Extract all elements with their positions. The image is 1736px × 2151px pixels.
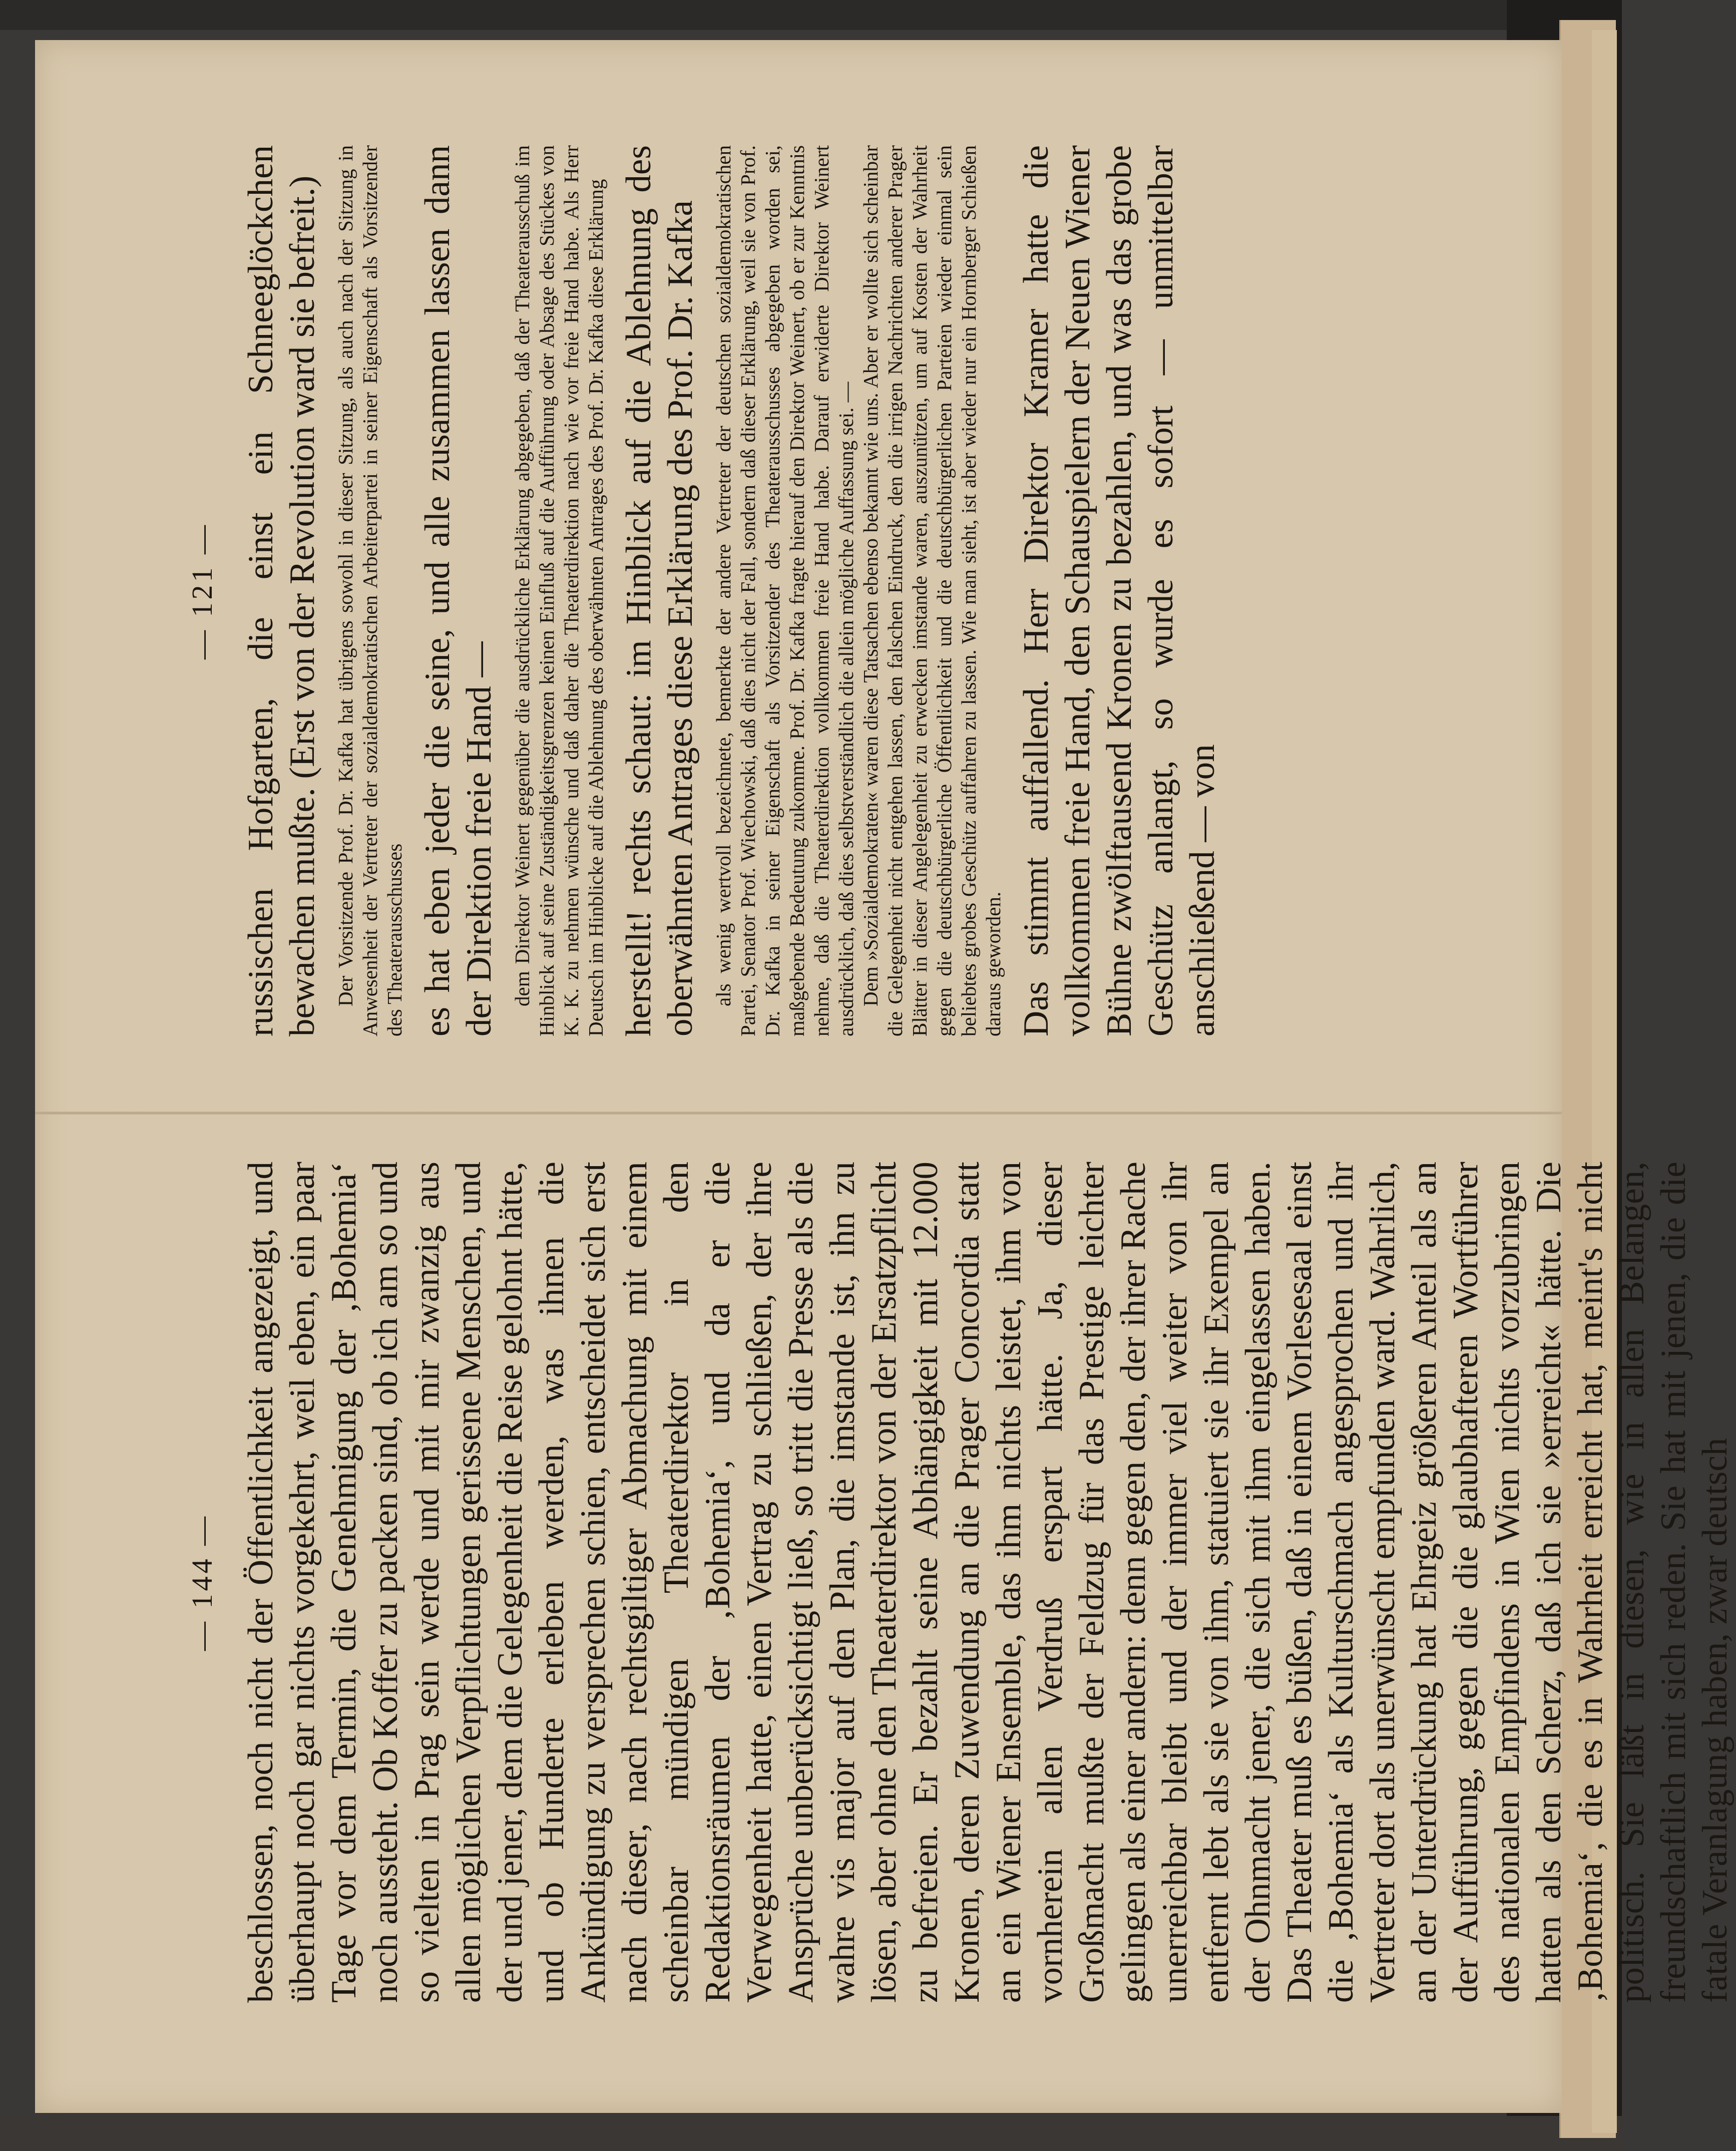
page-121: [35, 75, 1487, 1077]
paper-sheet: [35, 40, 1734, 2113]
scan-background-bottom: [0, 2116, 1622, 2151]
footnote-text: Dem »Sozialdemokraten« waren diese Tatsachen ebenso bekannt wie uns. Aber er wollte sich scheinbar die Gelegenheit nicht entgehen lassen, den falschen Eindruck, den die irrigen Nachrichten anderer Prager Blätter in dieser Angelegenheit zu erwecken imstande waren, auszunützen, um auf Kosten der Wahrheit gegen die deutschbürgerliche Öffentlichkeit und die deutschbürgerlichen Parteien wieder einmal sein beliebtes grobes Geschütz auffahren zu lassen. Wie man sieht, ist aber wieder nur ein Hornberger Schießen daraus geworden.: [859, 145, 1005, 1036]
body-text: beschlossen, noch nicht der Öffentlichkeit angezeigt, und überhaupt noch gar nichts vorgekehrt, weil eben, ein paar Tage vor dem Termin, die Genehmigung der ‚Bohemia‘ noch aussteht. Ob Koffer zu packen sind, ob ich am so und so vielten in Prag sein werde und mit mir zwanzig aus allen möglichen Verpflichtungen gerissene Menschen, und der und jener, dem die Gelegenheit die Reise gelohnt hätte, und ob Hunderte erleben werden, was ihnen die Ankündigung zu versprechen schien, entscheidet sich erst nach dieser, nach rechtsgiltiger Abmachung mit einem scheinbar mündigen Theaterdirektor in den Redaktionsräumen der ‚Bohemia‘, und da er die Verwegenheit hatte, einen Vertrag zu schließen, der ihre Ansprüche unberücksichtigt ließ, so tritt die Presse als die wahre vis major auf den Plan, die imstande ist, ihn zu lösen, aber ohne den Theaterdirektor von der Ersatzpflicht zu befreien. Er bezahlt seine Abhängigkeit mit 12.000 Kronen, deren Zuwendung an die Prager Concordia statt an ein Wiener Ensemble, das ihm nichts leistet, ihm von vornherein allen Verdruß erspart hätte. Ja, dieser Großmacht mußte der Feldzug für das Prestige leichter gelingen als einer andern: denn gegen den, der ihrer Rache unerreichbar bleibt und der immer viel weiter von ihr entfernt lebt als sie von ihm, statuiert sie ihr Exempel an der Ohnmacht jener, die sich mit ihm eingelassen haben. Das Theater muß es büßen, daß in einem Vorlesesaal einst die ‚Bohemia‘ als Kulturschmach angesprochen und ihr Vertreter dort als unerwünscht empfunden ward. Wahrlich, an der Unterdrückung hat Ehrgeiz größeren Anteil als an der Aufführung, gegen die die glaubhafteren Wortführer des nationalen Empfindens in Wien nichts vorzubringen hatten als den Scherz, daß ich sie »erreicht« hätte. Die ‚Bohemia‘, die es in Wahrheit erreicht hat, meint's nicht politisch. Sie läßt in diesen, wie in allen Belangen, freundschaftlich mit sich reden. Sie hat mit jenen, die die fatale Veranlagung haben, zwar deutsch: [241, 1162, 1734, 2003]
footnote-text: Der Vorsitzende Prof. Dr. Kafka hat übrigens sowohl in dieser Sitzung, als auch nach der Sitzung in Anwesenheit der Vertreter der sozialdemokratischen Arbeiterpartei in seiner Eigenschaft als Vorsitzender des Theaterausschusses: [334, 145, 406, 1036]
footnote-text: dem Direktor Weinert gegenüber die ausdrückliche Erklärung abgegeben, daß der Theaterausschuß im Hinblick auf seine Zuständigkeitsgrenzen keinen Einfluß auf die Aufführung oder Absage des Stückes von K. K. zu nehmen wünsche und daß daher die Theaterdirektion nach wie vor freie Hand habe. Als Herr Deutsch im Hinblicke auf die Ablehnung des oberwähnten Antrages des Prof. Dr. Kafka diese Erklärung: [511, 145, 607, 1036]
page-144: [35, 1102, 1734, 2103]
body-text: Das stimmt auffallend. Herr Direktor Kramer hatte die vollkommen freie Hand, den Schauspielern der Neuen Wiener Bühne zwölftausend Kronen zu bezahlen, und was das grobe Geschütz anlangt, so wurde es sofort — unmittelbar anschließend — von: [1017, 145, 1222, 1036]
footnote-text: als wenig wertvoll bezeichnete, bemerkte der andere Vertreter der deutschen sozialdemokratischen Partei, Senator Prof. Wiechowski, daß dies nicht der Fall, sondern daß dieser Erklärung, weil sie von Prof. Dr. Kafka in seiner Eigenschaft als Vorsitzender des Theaterausschusses abgegeben worden sei, maßgebende Bedeutung zukomme. Prof. Dr. Kafka fragte hierauf den Direktor Weinert, ob er zur Kenntnis nehme, daß die Theaterdirektion vollkommen freie Hand habe. Darauf erwiderte Direktor Weinert ausdrücklich, daß dies selbstverständlich die allein mögliche Auffassung sei. —: [712, 145, 857, 1036]
body-text: russischen Hofgarten, die einst ein Schneeglöckchen bewachen mußte. (Erst von der Revolution ward sie befreit.): [241, 145, 322, 1036]
page-121-content: [185, 145, 1223, 1036]
page-144-content: [185, 1162, 1736, 2003]
body-text: es hat eben jeder die seine, und alle zusammen lassen dann der Direktion freie Hand —: [418, 145, 499, 1036]
page-number: — 144 —: [186, 1514, 218, 1651]
body-text: herstellt! rechts schaut: im Hinblick auf die Ablehnung des oberwähnten Antrages diese Erklärung des Prof. Dr. Kafka: [619, 145, 700, 1036]
scan-background-top: [0, 0, 1622, 30]
page-number: — 121 —: [186, 522, 218, 659]
